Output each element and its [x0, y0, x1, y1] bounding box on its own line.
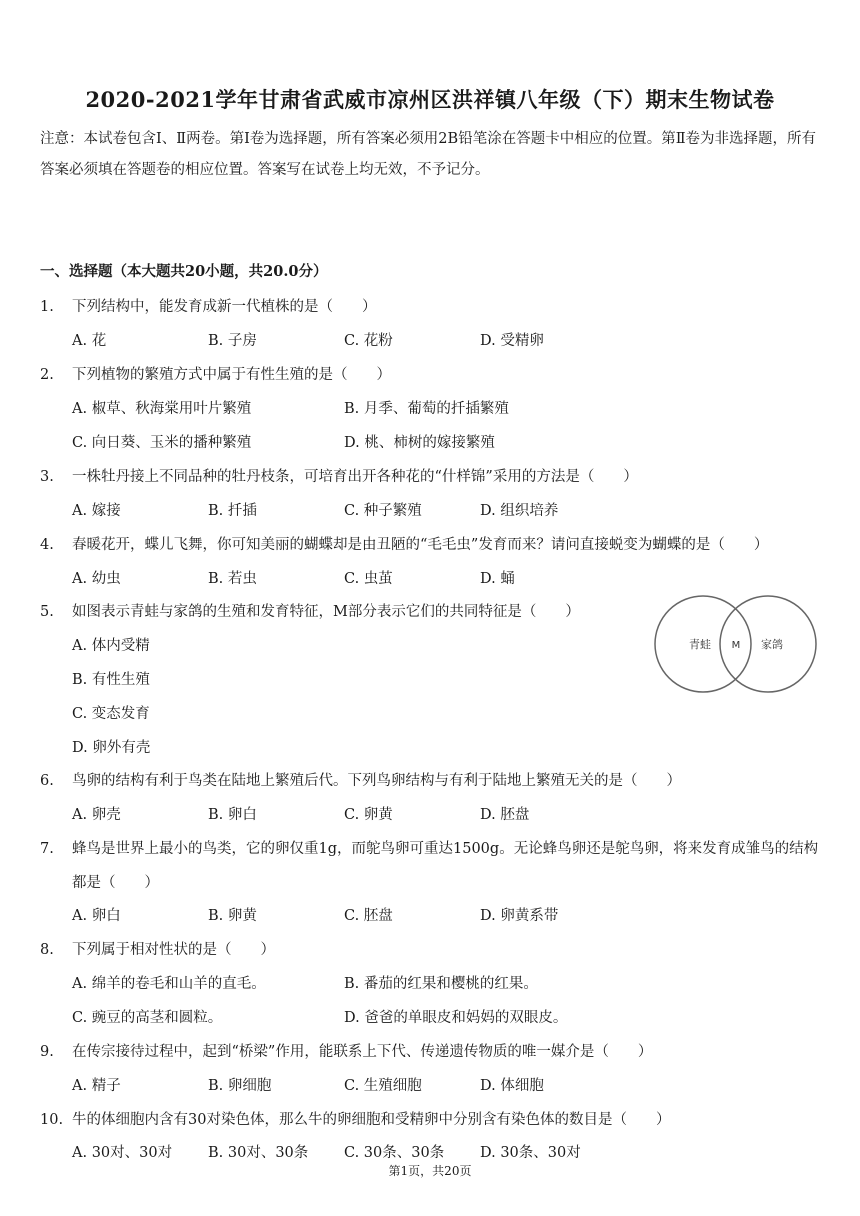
option-c: C. 生殖细胞 — [344, 1078, 422, 1094]
pigeon-label: 家鸽 — [761, 638, 783, 651]
option-c: C. 卵黄 — [344, 807, 393, 823]
question-stem: 如图表示青蛙与家鸽的生殖和发育特征，M部分表示它们的共同特征是（ ） — [72, 604, 580, 620]
question-number: 9. — [40, 1044, 54, 1060]
option-b: B. 子房 — [208, 333, 257, 349]
option-d: D. 卵黄系带 — [480, 908, 559, 924]
exam-title: 2020-2021学年甘肃省武威市凉州区洪祥镇八年级（下）期末生物试卷 — [85, 87, 775, 112]
option-a: A. 椒草、秋海棠用叶片繁殖 — [72, 401, 252, 417]
option-c: C. 30条、30条 — [344, 1145, 445, 1161]
question-number: 3. — [40, 469, 54, 485]
question-stem: 蜂鸟是世界上最小的鸟类，它的卵仅重1g，而鸵鸟卵可重达1500g。无论蜂鸟卵还是鸵鸟卵，将来发育成雏鸟的结构都是（ ） — [72, 841, 819, 891]
option-d: D. 受精卵 — [480, 333, 544, 349]
question-number: 7. — [40, 841, 54, 857]
option-d: D. 30条、30对 — [480, 1145, 581, 1161]
option-d: D. 体细胞 — [480, 1078, 544, 1094]
question-stem: 在传宗接待过程中，起到“桥梁”作用，能联系上下代、传递遗传物质的唯一媒介是（ ） — [72, 1044, 653, 1060]
question-stem: 春暖花开，蝶儿飞舞，你可知美丽的蝴蝶却是由丑陋的“毛毛虫”发育而来？请问直接蜕变为蝴蝶的是（ ） — [72, 537, 769, 553]
question-number: 1. — [40, 299, 54, 315]
option-b: B. 扦插 — [208, 503, 257, 519]
question-stem: 下列植物的繁殖方式中属于有性生殖的是（ ） — [72, 367, 391, 383]
option-a: A. 嫁接 — [72, 503, 121, 519]
question-number: 2. — [40, 367, 54, 383]
option-b: B. 卵白 — [208, 807, 257, 823]
option-a: A. 花 — [72, 333, 107, 349]
option-d: D. 组织培养 — [480, 503, 559, 519]
option-b: B. 月季、葡萄的扦插繁殖 — [344, 401, 509, 417]
option-d: D. 桃、柿树的嫁接繁殖 — [344, 435, 495, 451]
option-a: A. 幼虫 — [72, 571, 121, 587]
option-d: D. 卵外有壳 — [72, 740, 151, 756]
question-number: 6. — [40, 773, 54, 789]
question-stem: 鸟卵的结构有利于鸟类在陆地上繁殖后代。下列鸟卵结构与有利于陆地上繁殖无关的是（ ） — [72, 773, 681, 789]
venn-diagram — [650, 592, 826, 696]
question-stem: 牛的体细胞内含有30对染色体，那么牛的卵细胞和受精卵中分别含有染色体的数目是（ ） — [72, 1112, 671, 1128]
option-b: B. 30对、30条 — [208, 1145, 309, 1161]
page-footer: 第1页，共20页 — [388, 1164, 472, 1178]
option-d: D. 蛹 — [480, 571, 515, 587]
question-stem: 下列结构中，能发育成新一代植株的是（ ） — [72, 299, 377, 315]
option-b: B. 番茄的红果和樱桃的红果。 — [344, 976, 538, 992]
option-c: C. 豌豆的高茎和圆粒。 — [72, 1010, 223, 1026]
option-b: B. 有性生殖 — [72, 672, 150, 688]
option-a: A. 卵壳 — [72, 807, 121, 823]
option-a: A. 30对、30对 — [72, 1145, 173, 1161]
option-c: C. 向日葵、玉米的播种繁殖 — [72, 435, 252, 451]
option-c: C. 胚盘 — [344, 908, 393, 924]
option-c: C. 花粉 — [344, 333, 393, 349]
option-b: B. 卵黄 — [208, 908, 257, 924]
question-stem: 一株牡丹接上不同品种的牡丹枝条，可培育出开各种花的“什样锦”采用的方法是（ ） — [72, 469, 638, 485]
option-c: C. 变态发育 — [72, 706, 150, 722]
option-d: D. 胚盘 — [480, 807, 530, 823]
question-number: 5. — [40, 604, 54, 620]
frog-label: 青蛙 — [689, 638, 711, 651]
option-d: D. 爸爸的单眼皮和妈妈的双眼皮。 — [344, 1010, 568, 1026]
option-c: C. 虫茧 — [344, 571, 393, 587]
option-a: A. 体内受精 — [72, 638, 150, 654]
overlap-label: M — [731, 640, 741, 651]
option-c: C. 种子繁殖 — [344, 503, 422, 519]
question-stem: 下列属于相对性状的是（ ） — [72, 942, 275, 958]
exam-notice: 注意：本试卷包含Ⅰ、Ⅱ两卷。第Ⅰ卷为选择题，所有答案必须用2B铅笔涂在答题卡中相应的位置。第Ⅱ卷为非选择题，所有答案必须填在答题卷的相应位置。答案写在试卷上均无效，不予记分。 — [40, 131, 817, 178]
option-a: A. 绵羊的卷毛和山羊的直毛。 — [72, 976, 266, 992]
option-a: A. 卵白 — [72, 908, 121, 924]
question-number: 4. — [40, 537, 54, 553]
section-heading: 一、选择题（本大题共20小题，共20.0分） — [40, 263, 328, 280]
option-b: B. 若虫 — [208, 571, 257, 587]
option-a: A. 精子 — [72, 1078, 121, 1094]
question-number: 8. — [40, 942, 54, 958]
option-b: B. 卵细胞 — [208, 1078, 272, 1094]
question-number: 10. — [40, 1112, 64, 1128]
